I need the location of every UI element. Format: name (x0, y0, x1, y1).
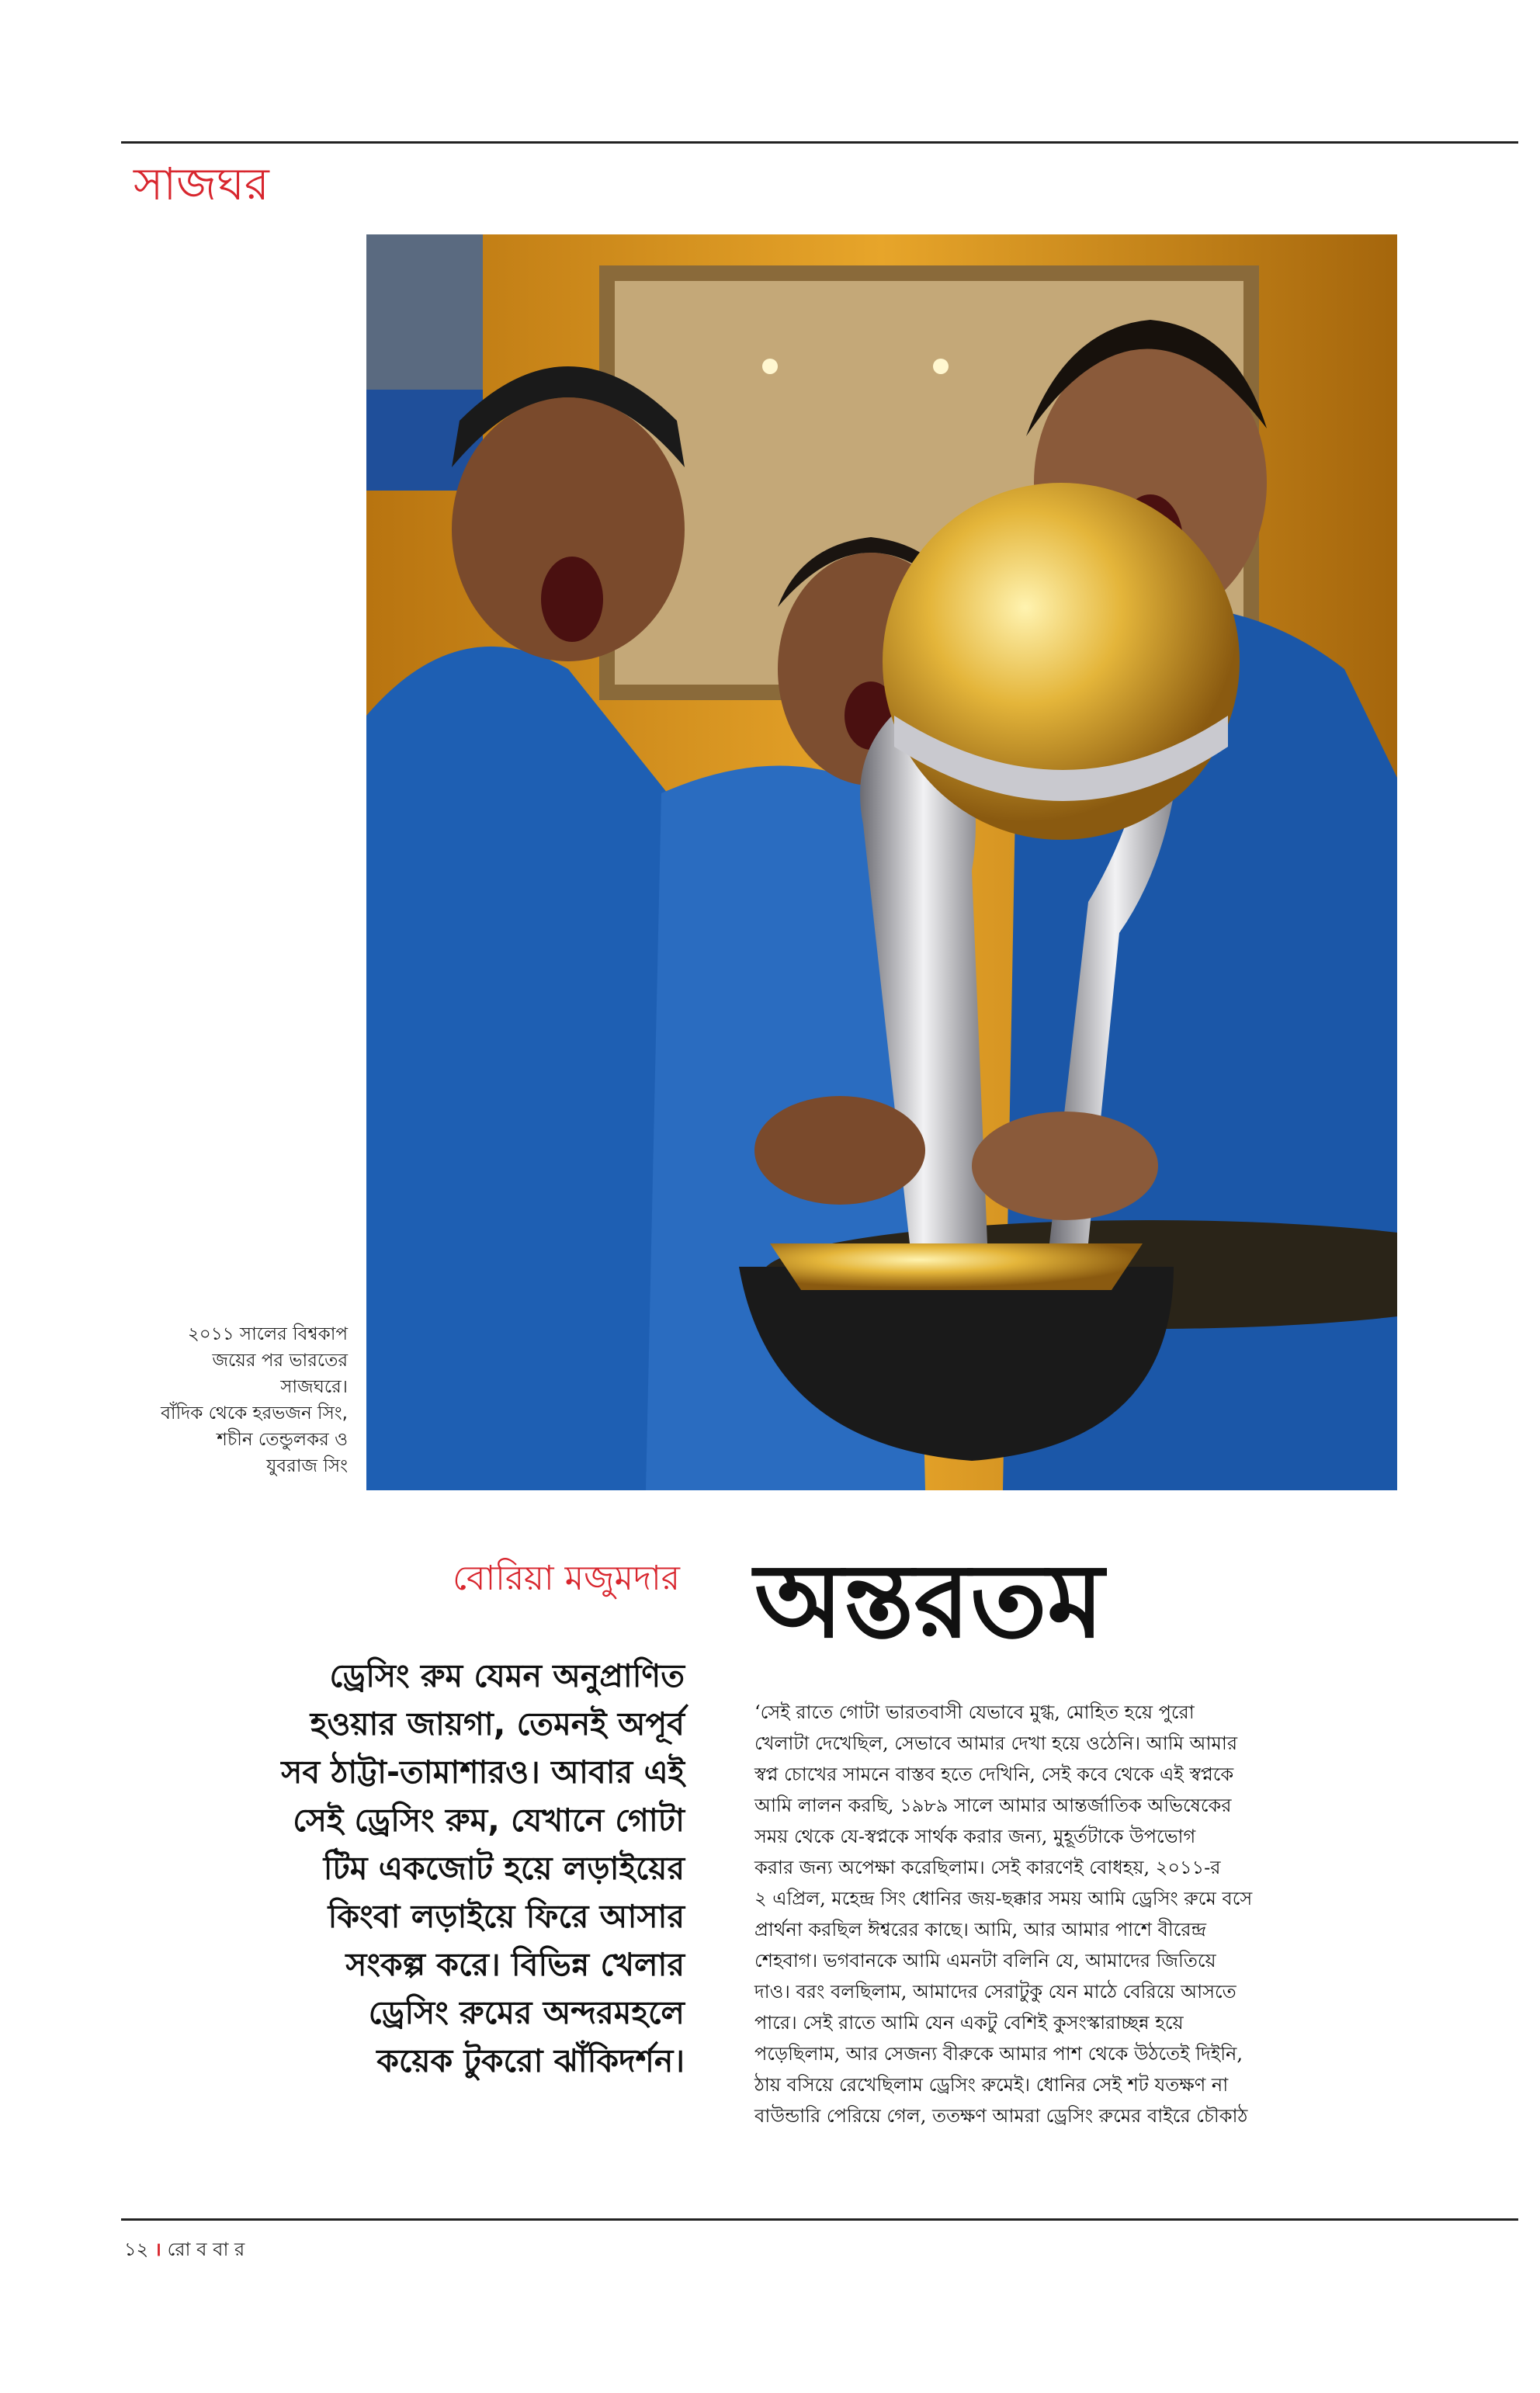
top-rule (121, 141, 1518, 144)
intro-line: কয়েক টুকরো ঝাঁকিদর্শন। (376, 2042, 685, 2079)
author-byline: বোরিয়া মজুমদার (453, 1559, 680, 1598)
page-folio (124, 2240, 245, 2259)
body-line: স্বপ্ন চোখের সামনে বাস্তব হতে দেখিনি, সেই কবে থেকে এই স্বপ্নকে (754, 1764, 1234, 1785)
dressing-room-photo (366, 234, 1397, 1490)
body-line: সময় থেকে যে-স্বপ্নকে সার্থক করার জন্য, মুহূর্তটাকে উপভোগ (754, 1826, 1196, 1847)
body-line: পড়েছিলাম, আর সেজন্য বীরুকে আমার পাশ থেকে উঠতেই দিইনি, (754, 2043, 1243, 2065)
body-line: প্রার্থনা করছিল ঈশ্বরের কাছে। আমি, আর আমার পাশে বীরেন্দ্র (754, 1919, 1207, 1940)
caption-line: শচীন তেন্ডুলকর ও (217, 1430, 348, 1450)
article-body (754, 1697, 1391, 2131)
body-line: করার জন্য অপেক্ষা করেছিলাম। সেই কারণেই বোধহয়, ২০১১-র (754, 1857, 1221, 1878)
body-line: শেহবাগ। ভগবানকে আমি এমনটা বলিনি যে, আমাদের জিতিয়ে (754, 1950, 1216, 1972)
feature-photo (366, 234, 1397, 1490)
article-headline: অন্তরতম (754, 1541, 1105, 1661)
intro-line: সেই ড্রেসিং রুম, যেখানে গোটা (293, 1802, 685, 1839)
intro-line: সংকল্প করে। বিভিন্ন খেলার (345, 1946, 685, 1983)
body-line: ঠায় বসিয়ে রেখেছিলাম ড্রেসিং রুমেই। ধোনির সেই শট যতক্ষণ না (754, 2074, 1229, 2096)
caption-line: ২০১১ সালের বিশ্বকাপ (187, 1324, 348, 1344)
section-title: সাজঘর (134, 158, 269, 210)
caption-line: সাজঘরে। (280, 1377, 348, 1397)
intro-line: সব ঠাট্টা-তামাশারও। আবার এই (281, 1753, 685, 1791)
photo-caption (121, 1321, 348, 1479)
body-line: দাও। বরং বলছিলাম, আমাদের সেরাটুকু যেন মাঠে বেরিয়ে আসতে (754, 1981, 1237, 2003)
body-line: ‘সেই রাতে গোটা ভারতবাসী যেভাবে মুগ্ধ, মোহিত হয়ে পুরো (754, 1701, 1195, 1723)
body-line: খেলাটা দেখেছিল, সেভাবে আমার দেখা হয়ে ওঠেনি। আমি আমার (754, 1732, 1238, 1754)
intro-line: টিম একজোট হয়ে লড়াইয়ের (323, 1850, 685, 1887)
body-line: ২ এপ্রিল, মহেন্দ্র সিং ধোনির জয়-ছক্কার সময় আমি ড্রেসিং রুমে বসে (754, 1888, 1253, 1909)
intro-line: ড্রেসিং রুমের অন্দরমহলে (368, 1994, 685, 2031)
body-line: বাউন্ডারি পেরিয়ে গেল, ততক্ষণ আমরা ড্রেসিং রুমের বাইরে চৌকাঠ (754, 2105, 1248, 2127)
body-line: আমি লালন করছি, ১৯৮৯ সালে আমার আন্তর্জাতিক অভিষেকের (754, 1795, 1232, 1816)
magazine-name: রো ব বা র (167, 2239, 245, 2260)
caption-line: জয়ের পর ভারতের (212, 1351, 348, 1371)
article-intro (152, 1652, 685, 2085)
folio-separator: । (154, 2239, 161, 2260)
caption-line: যুবরাজ সিং (266, 1456, 348, 1476)
bottom-rule (121, 2218, 1518, 2221)
intro-line: ড্রেসিং রুম যেমন অনুপ্রাণিত (329, 1657, 685, 1694)
caption-line: বাঁদিক থেকে হরভজন সিং, (161, 1403, 348, 1424)
body-line: পারে। সেই রাতে আমি যেন একটু বেশিই কুসংস্কারাচ্ছন্ন হয়ে (754, 2012, 1184, 2034)
intro-line: হওয়ার জায়গা, তেমনই অপূর্ব (310, 1705, 685, 1743)
intro-line: কিংবা লড়াইয়ে ফিরে আসার (328, 1898, 685, 1935)
page-number: ১২ (124, 2239, 149, 2260)
